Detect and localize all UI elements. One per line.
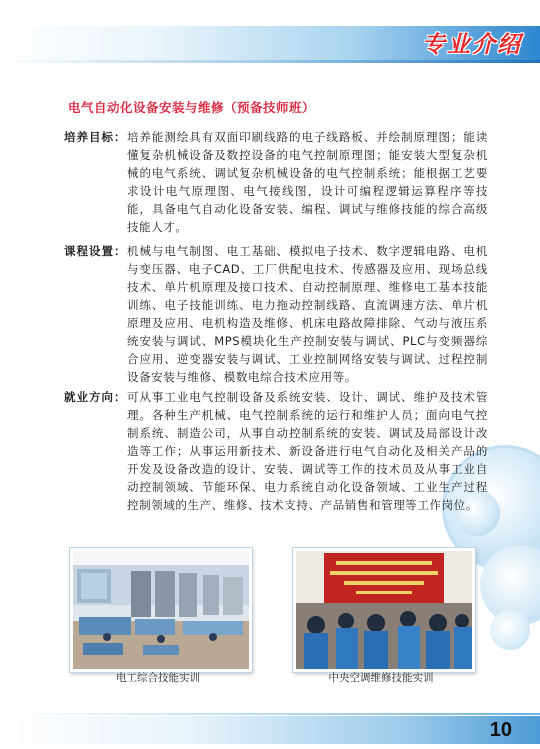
lab-photo-electrical [70, 548, 252, 672]
training-goal-block [64, 128, 488, 236]
career-block [64, 388, 488, 514]
block-label: 就业方向： [64, 390, 127, 404]
page-title: 专业介绍 [422, 32, 522, 58]
block-label: 培养目标： [64, 130, 127, 144]
page-number: 10 [489, 719, 512, 741]
curriculum-block [64, 242, 488, 386]
lab-photo-electrical-illustration [73, 551, 249, 669]
header-divider [0, 60, 540, 63]
block-text: 可从事工业电气控制设备及系统安装、设计、调试、维护及技术管理。各种生产机械、电气控制系统的运行和维护人员；面向电气控制系统、制造公司，从事自动控制系统的安装、调试及局部设计改造等工作；从事运用新技术、新设备进行电气自动化及相关产品的开发及设备改造的设计、安装、调试等工作的技术员及从事工业自动控制领域、节能环保、电力系统自动化设备领域、工业生产过程控制领域的生产、维修、技术支持、产品销售和管理等工作岗位。 [127, 390, 488, 512]
footer-divider [0, 713, 540, 715]
footer-band [0, 716, 540, 744]
section-title: 电气自动化设备安装与维修（预备技师班） [68, 100, 316, 115]
block-label: 课程设置： [64, 244, 127, 258]
lab-photo-hvac-illustration [296, 551, 472, 669]
lab-photo-hvac [293, 548, 475, 672]
photo-caption: 中央空调维修技能实训 [328, 672, 434, 684]
block-text: 机械与电气制图、电工基础、模拟电子技术、数字逻辑电路、电机与变压器、电子CAD、工厂供配电技术、传感器及应用、现场总线技术、单片机原理及接口技术、自动控制原理、维修电工基本技能训练、电子技能训练、电力拖动控制线路、直流调速方法、单片机原理及应用、电机构造及维修、机床电路故障排除、气动与液压系统安装与调试、MPS模块化生产控制安装与调试、PLC与变频器综合应用、逆变器安装与调试、工业控制网络安装与调试、过程控制设备安装与维修、模数电综合技术应用等。 [127, 244, 488, 384]
block-text: 培养能测绘具有双面印刷线路的电子线路板、并绘制原理图；能读懂复杂机械设备及数控设备的电气控制原理图；能安装大型复杂机械的电气系统、调试复杂机械设备的电气控制系统；能根据工艺要求设计电气原理图、电气接线图，设计可编程逻辑运算程序等技能，具备电气自动化设备安装、编程、调试与维修技能的综合高级技能人才。 [127, 130, 488, 234]
decorative-circle [490, 610, 530, 650]
photo-caption: 电工综合技能实训 [116, 672, 200, 684]
